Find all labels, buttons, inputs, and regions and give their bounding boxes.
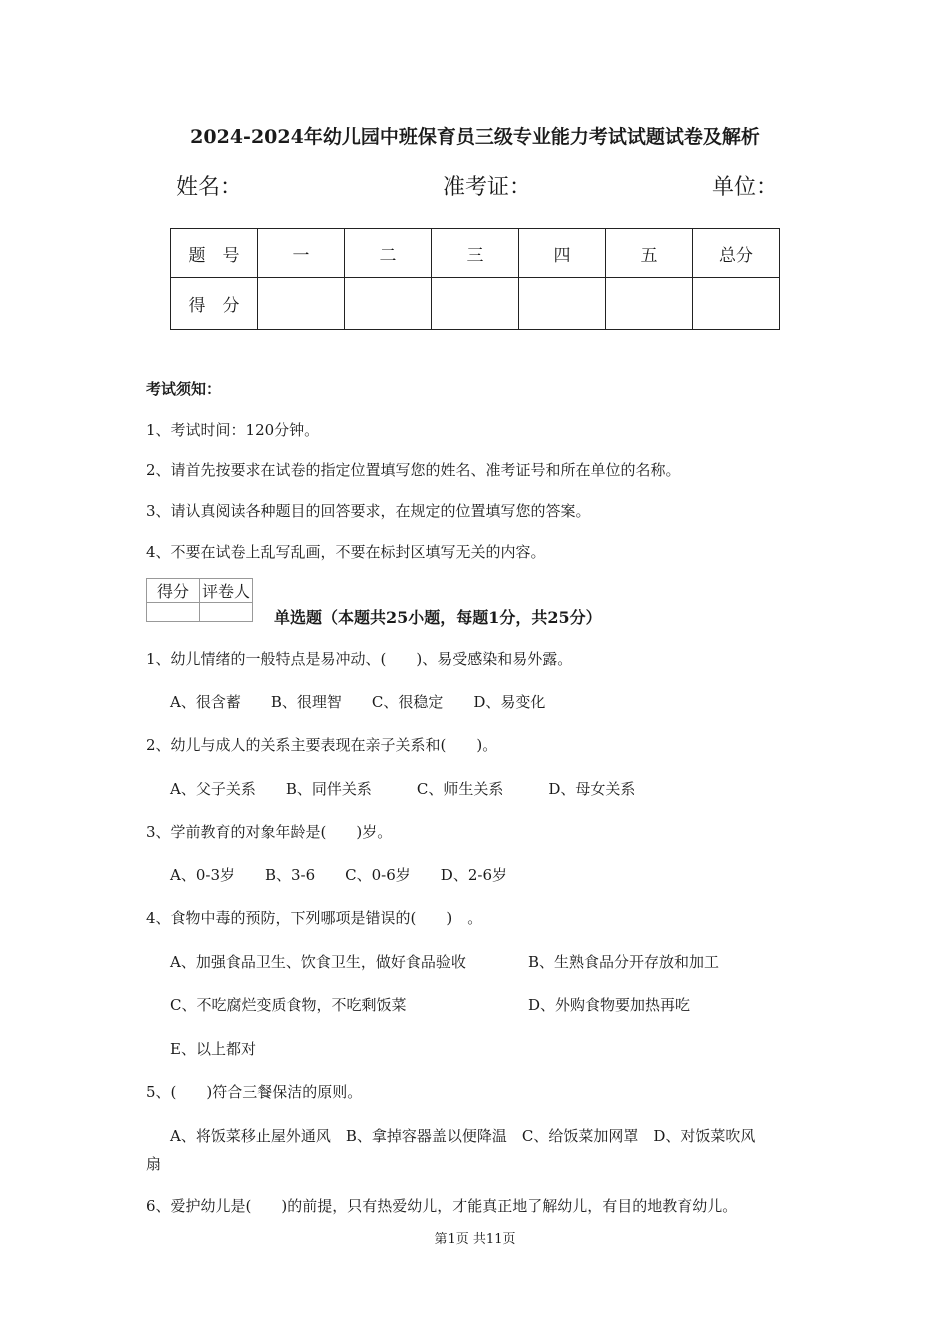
question-options: A、很含蓄 B、很理智 C、很稳定 D、易变化 <box>170 693 546 711</box>
score-cell[interactable] <box>345 278 432 330</box>
page-footer: 第1页 共11页 <box>434 1232 516 1247</box>
name-field-label: 姓名： <box>176 175 243 200</box>
score-table-header-cell: 一 <box>258 229 345 278</box>
unit-field-label: 单位： <box>712 175 779 200</box>
page-title: 2024-2024年幼儿园中班保育员三级专业能力考试试题试卷及解析 <box>190 126 760 148</box>
question-stem: 2、幼儿与成人的关系主要表现在亲子关系和( )。 <box>146 736 498 754</box>
grader-box <box>146 578 253 622</box>
notice-item: 3、请认真阅读各种题目的回答要求，在规定的位置填写您的答案。 <box>146 502 591 520</box>
score-table <box>170 228 780 330</box>
section-heading: 单选题（本题共25小题，每题1分，共25分） <box>274 608 602 627</box>
grader-score-label: 得分 <box>147 579 200 603</box>
question-options: A、将饭菜移止屋外通风 B、拿掉容器盖以便降温 C、给饭菜加网罩 D、对饭菜吹风 <box>170 1127 756 1145</box>
question-stem: 3、学前教育的对象年龄是( )岁。 <box>146 823 393 841</box>
question-option-d: D、外购食物要加热再吃 <box>528 996 691 1014</box>
question-option-a: A、加强食品卫生、饮食卫生，做好食品验收 <box>170 953 466 971</box>
score-cell[interactable] <box>606 278 693 330</box>
score-table-header-row <box>171 229 780 278</box>
question-option-b: B、生熟食品分开存放和加工 <box>528 953 720 971</box>
question-option-c: C、不吃腐烂变质食物，不吃剩饭菜 <box>170 996 407 1014</box>
grader-score-cell[interactable] <box>147 603 200 622</box>
notice-item: 1、考试时间：120分钟。 <box>146 421 320 439</box>
score-row-label: 得 分 <box>171 278 258 330</box>
score-cell[interactable] <box>432 278 519 330</box>
grader-reviewer-label: 评卷人 <box>200 579 253 603</box>
question-options: A、0-3岁 B、3-6 C、0-6岁 D、2-6岁 <box>170 866 507 884</box>
score-table-header-cell: 四 <box>519 229 606 278</box>
question-options-continued: 扇 <box>146 1155 162 1173</box>
score-table-header-cell: 五 <box>606 229 693 278</box>
score-cell[interactable] <box>519 278 606 330</box>
grader-reviewer-cell[interactable] <box>200 603 253 622</box>
score-table-header-cell: 三 <box>432 229 519 278</box>
notice-item: 4、不要在试卷上乱写乱画，不要在标封区填写无关的内容。 <box>146 543 546 561</box>
score-table-header-cell: 总分 <box>693 229 780 278</box>
question-options: A、父子关系 B、同伴关系 C、师生关系 D、母女关系 <box>170 780 636 798</box>
score-table-score-row <box>171 278 780 330</box>
score-cell[interactable] <box>258 278 345 330</box>
question-stem: 4、食物中毒的预防，下列哪项是错误的( ) 。 <box>146 909 483 927</box>
score-cell[interactable] <box>693 278 780 330</box>
question-stem: 5、( )符合三餐保洁的原则。 <box>146 1083 363 1101</box>
notice-item: 2、请首先按要求在试卷的指定位置填写您的姓名、准考证号和所在单位的名称。 <box>146 461 681 479</box>
exam-id-field-label: 准考证： <box>443 175 532 200</box>
score-table-header-cell: 二 <box>345 229 432 278</box>
notice-heading: 考试须知： <box>146 380 222 398</box>
question-stem: 6、爱护幼儿是( )的前提，只有热爱幼儿，才能真正地了解幼儿，有目的地教育幼儿。 <box>146 1197 738 1215</box>
question-option-e: E、以上都对 <box>170 1040 256 1058</box>
score-table-header-cell: 题 号 <box>171 229 258 278</box>
question-stem: 1、幼儿情绪的一般特点是易冲动、( )、易受感染和易外露。 <box>146 650 573 668</box>
